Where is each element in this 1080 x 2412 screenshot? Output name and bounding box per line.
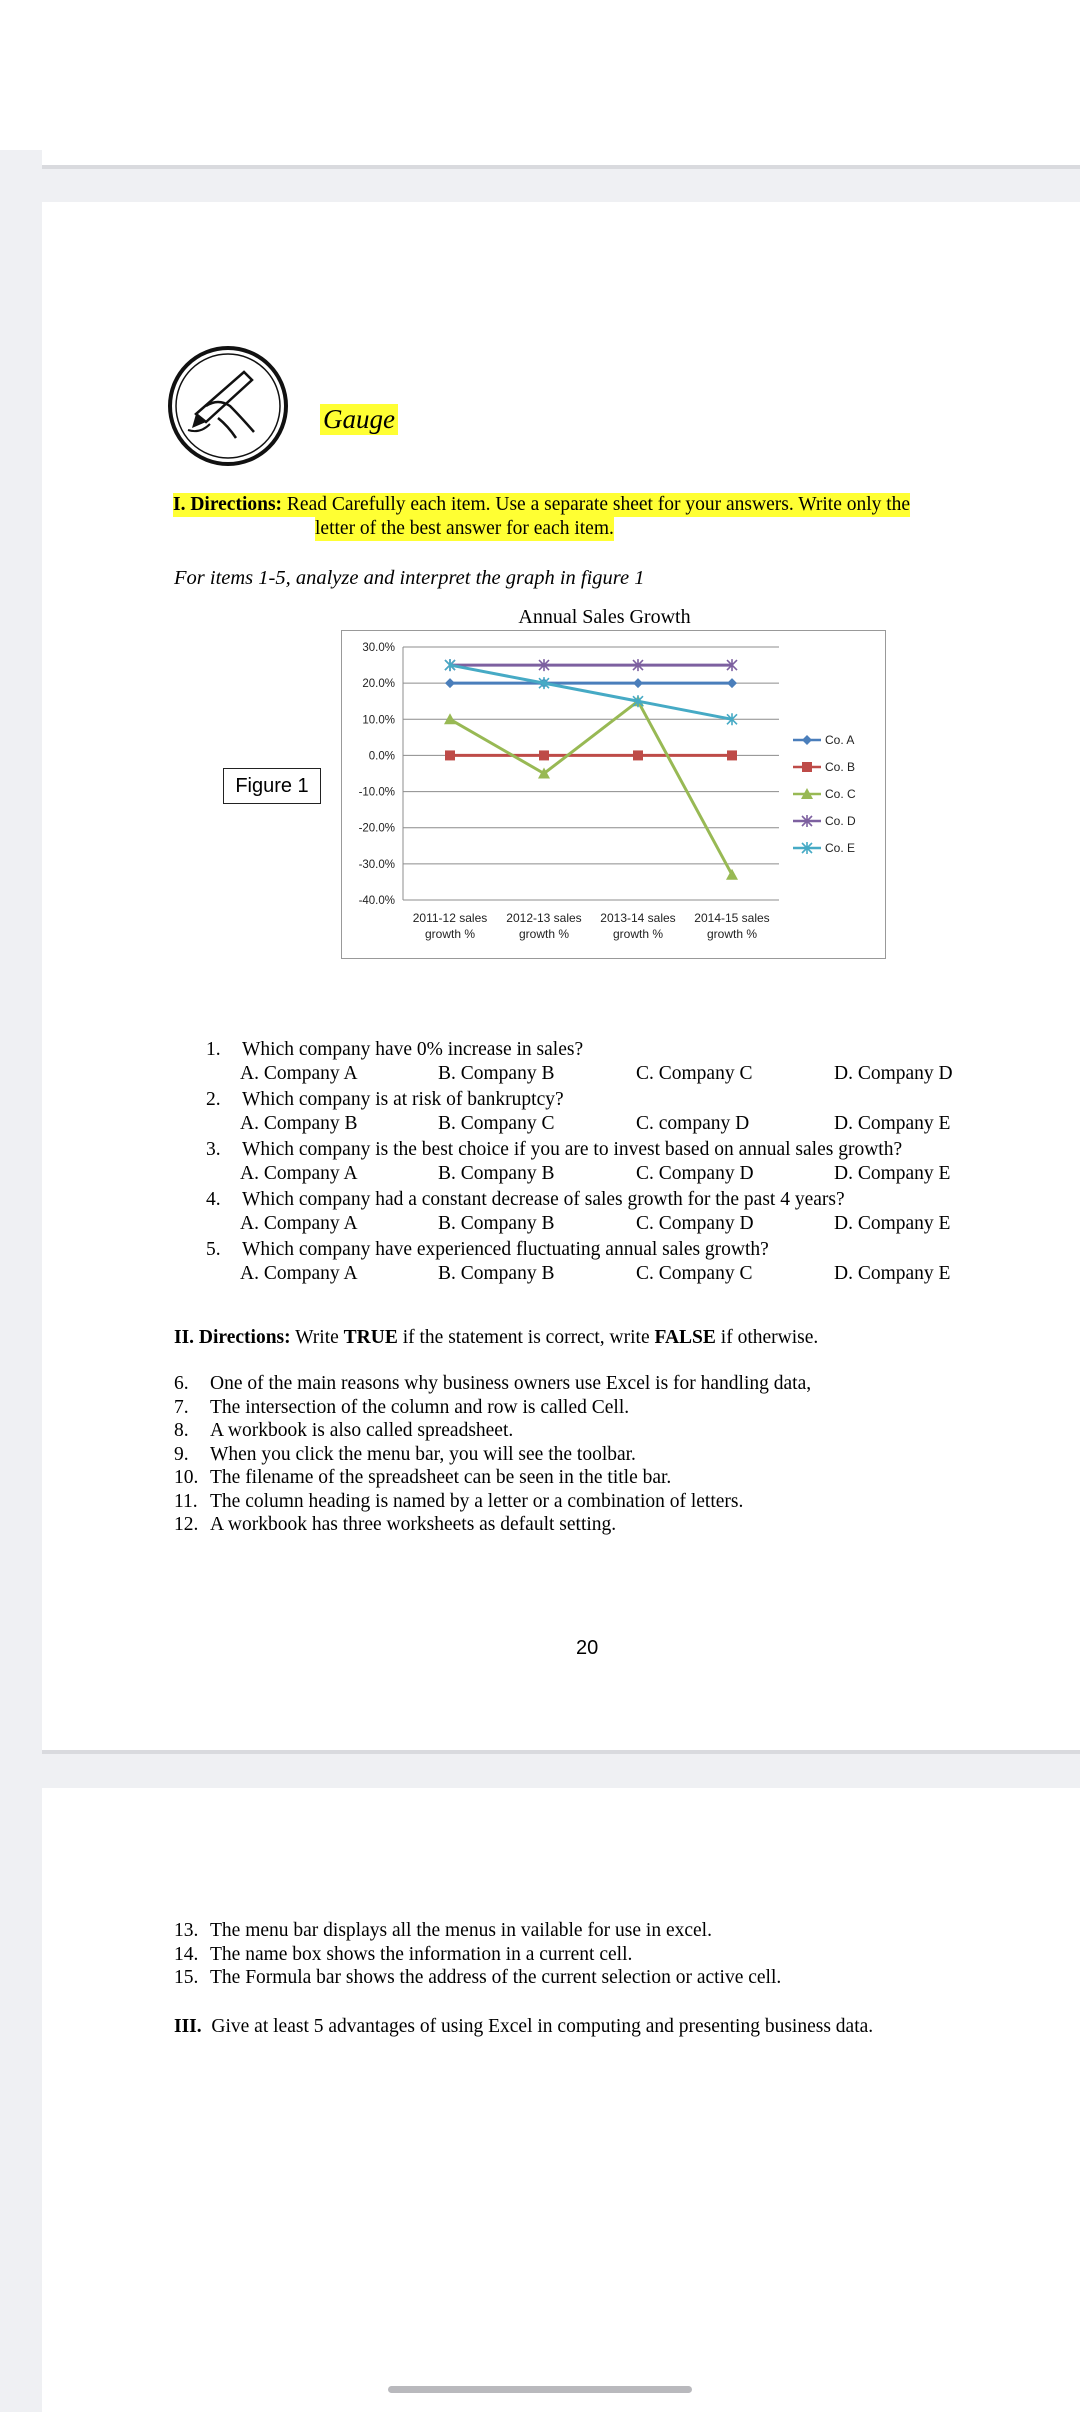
y-tick-label: 0.0% — [368, 750, 395, 763]
data-point — [445, 678, 455, 688]
answer-option: D. Company D — [834, 1063, 953, 1084]
x-tick-label: 2011-12 sales — [412, 911, 488, 925]
answer-option: D. Company E — [834, 1213, 951, 1234]
x-tick-label: 2013-14 sales — [600, 911, 676, 925]
statement-item: 14. The name box shows the information in a current cell. — [174, 1943, 633, 1965]
y-tick-label: 10.0% — [362, 714, 395, 727]
statement-item: 11. The column heading is named by a letter or a combination of letters. — [174, 1490, 744, 1512]
series-line-coc — [450, 701, 732, 874]
legend-marker — [802, 735, 812, 745]
answer-option: B. Company C — [438, 1113, 555, 1134]
section1-text2: letter of the best answer for each item. — [315, 518, 614, 539]
figure-label: Figure 1 — [223, 768, 321, 804]
answer-option: D. Company E — [834, 1113, 951, 1134]
statement-item: 10. The filename of the spreadsheet can be seen in the title bar. — [174, 1467, 672, 1488]
answer-option: B. Company B — [438, 1263, 555, 1284]
answer-option: C. company D — [636, 1113, 750, 1134]
x-tick-label: growth % — [612, 927, 664, 941]
data-point — [727, 678, 737, 688]
intro-text: For items 1-5, analyze and interpret the graph in figure 1 — [174, 567, 645, 589]
statement-item: 12. A workbook has three worksheets as default setting. — [174, 1514, 617, 1535]
section1-line1 — [173, 493, 910, 517]
answer-option: A. Company A — [240, 1263, 358, 1284]
document-page-next — [42, 1788, 1080, 2412]
statement-item: 13. The menu bar displays all the menus in vailable for use in excel. — [174, 1920, 712, 1941]
chart-title: Annual Sales Growth — [518, 606, 691, 628]
x-tick-label: growth % — [518, 927, 570, 941]
question-text: 3. Which company is the best choice if you are to invest based on annual sales growth? — [206, 1139, 903, 1160]
answer-option: A. Company A — [240, 1063, 358, 1084]
line-chart — [341, 630, 884, 957]
statement-item: 9. When you click the menu bar, you will see the toolbar. — [174, 1443, 636, 1465]
statement-item: 15. The Formula bar shows the address of the current selection or active cell. — [174, 1967, 782, 1988]
section3-text: Give at least 5 advantages of using Excel in computing and presenting business data. — [211, 2016, 874, 2037]
logo-label: Gauge — [320, 404, 398, 435]
answer-option: A. Company A — [240, 1163, 358, 1184]
question-text: 5. Which company have experienced fluctuating annual sales growth? — [206, 1239, 769, 1260]
x-tick-label: growth % — [424, 927, 476, 941]
answer-option: D. Company E — [834, 1263, 951, 1284]
answer-option: D. Company E — [834, 1163, 951, 1184]
answer-option: B. Company B — [438, 1063, 555, 1084]
data-point — [445, 750, 455, 760]
x-tick-label: growth % — [706, 927, 758, 941]
data-point — [633, 678, 643, 688]
answer-option: C. Company C — [636, 1063, 753, 1084]
data-point — [444, 713, 456, 724]
legend-label: Co. A — [825, 733, 855, 747]
section2-heading: II. Directions: — [174, 1327, 291, 1348]
answer-option: C. Company C — [636, 1263, 753, 1284]
legend-label: Co. C — [825, 787, 856, 801]
data-point — [727, 750, 737, 760]
y-tick-label: -20.0% — [358, 822, 395, 835]
section1-text1: Read Carefully each item. Use a separate sheet for your answers. Write only the — [286, 494, 911, 515]
answer-option: A. Company B — [240, 1113, 358, 1134]
data-point — [726, 869, 738, 880]
legend-marker — [802, 762, 812, 772]
x-tick-label: 2012-13 sales — [506, 911, 582, 925]
home-indicator[interactable] — [388, 2386, 692, 2393]
legend-label: Co. D — [825, 814, 856, 828]
section3-line — [174, 2015, 873, 2039]
y-tick-label: 20.0% — [362, 678, 395, 691]
statement-item: 6. One of the main reasons why business owners use Excel is for handling data, — [174, 1373, 812, 1394]
series-line-coe — [450, 665, 732, 719]
answer-option: A. Company A — [240, 1213, 358, 1234]
question-text: 1. Which company have 0% increase in sales? — [206, 1039, 584, 1060]
y-tick-label: -30.0% — [358, 858, 395, 871]
answer-option: C. Company D — [636, 1163, 754, 1184]
y-tick-label: -40.0% — [358, 895, 395, 907]
page-number: 20 — [576, 1637, 599, 1659]
x-tick-label: 2014-15 sales — [694, 911, 770, 925]
question-text: 4. Which company had a constant decrease of sales growth for the past 4 years? — [206, 1189, 845, 1210]
data-point — [539, 750, 549, 760]
answer-option: C. Company D — [636, 1213, 754, 1234]
question-text: 2. Which company is at risk of bankruptcy? — [206, 1089, 564, 1110]
section2-line: II. Directions: Write TRUE if the statement is correct, write FALSE if otherwise. — [174, 1327, 819, 1348]
statement-item: 7. The intersection of the column and row is called Cell. — [174, 1396, 630, 1418]
y-tick-label: 30.0% — [362, 642, 395, 654]
data-point — [633, 750, 643, 760]
legend-label: Co. E — [825, 841, 856, 855]
section1-heading: I. Directions: — [173, 494, 283, 515]
statement-item: 8. A workbook is also called spreadsheet. — [174, 1420, 514, 1441]
page-top — [42, 0, 1080, 165]
pencil-hand-logo — [166, 344, 290, 473]
section3-heading: III. — [174, 2016, 202, 2037]
answer-option: B. Company B — [438, 1163, 555, 1184]
y-tick-label: -10.0% — [358, 786, 395, 799]
answer-option: B. Company B — [438, 1213, 555, 1234]
legend-label: Co. B — [825, 760, 856, 774]
